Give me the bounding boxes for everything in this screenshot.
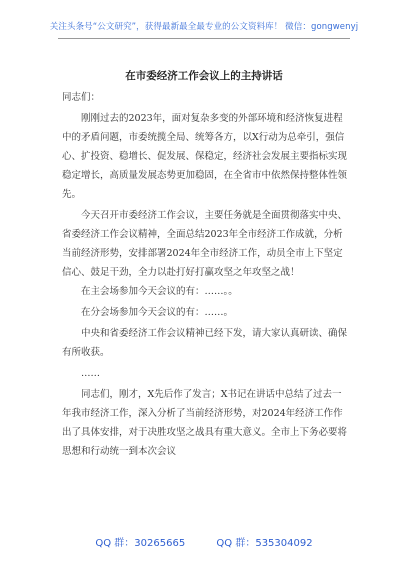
footer-qq-group-2: QQ 群：535304092 — [216, 538, 313, 549]
header-note: 关注头条号“公文研究”，获得最新最全最专业的公文资料库！ 微信：gongwenyj — [49, 22, 359, 32]
footer — [0, 534, 408, 549]
paragraph-4: 在分会场参加今天会议的有：……。 — [81, 307, 234, 318]
header-divider — [58, 38, 350, 39]
paragraph-5: 中央和省委经济工作会议精神已经下发，请大家认真研读、确保有所收获。 — [62, 328, 348, 358]
footer-qq-group-1: QQ 群：30265665 — [95, 538, 186, 549]
paragraph-1: 刚刚过去的2023年，面对复杂多变的外部环境和经济恢复进程中的矛盾问题，市委统揽全局、统筹各方，以X行动为总牵引，强信心、扩投资、稳增长、促发展、保稳定，经济社会发展主要指标实现稳定增长，高质量发展态势更加稳固，在全省市中依然保持整体性领先。 — [62, 113, 348, 200]
paragraph-6: …… — [81, 368, 100, 379]
paragraph-3: 在主会场参加今天会议的有：……。。 — [81, 286, 238, 297]
paragraph-7: 同志们，刚才，X先后作了发言；X书记在讲话中总结了过去一年我市经济工作，深入分析了当前经济形势，对2024年经济工作作出了具体安排，对于决胜攻坚之战具有重大意义。全市上下务必要将思想和行动统一到本次会议 — [62, 389, 348, 457]
document-body — [62, 88, 350, 461]
document-title: 在市委经济工作会议上的主持讲话 — [125, 70, 283, 82]
paragraph-2: 今天召开市委经济工作会议，主要任务就是全面贯彻落实中央、省委经济工作会议精神，全面总结2023年全市经济工作成就，分析当前经济形势，安排部署2024年全市经济工作，动员全市上下坚定信心、鼓足干劲，全力以赴打好打赢攻坚之年攻坚之战！ — [62, 210, 348, 278]
salutation: 同志们： — [62, 92, 101, 103]
